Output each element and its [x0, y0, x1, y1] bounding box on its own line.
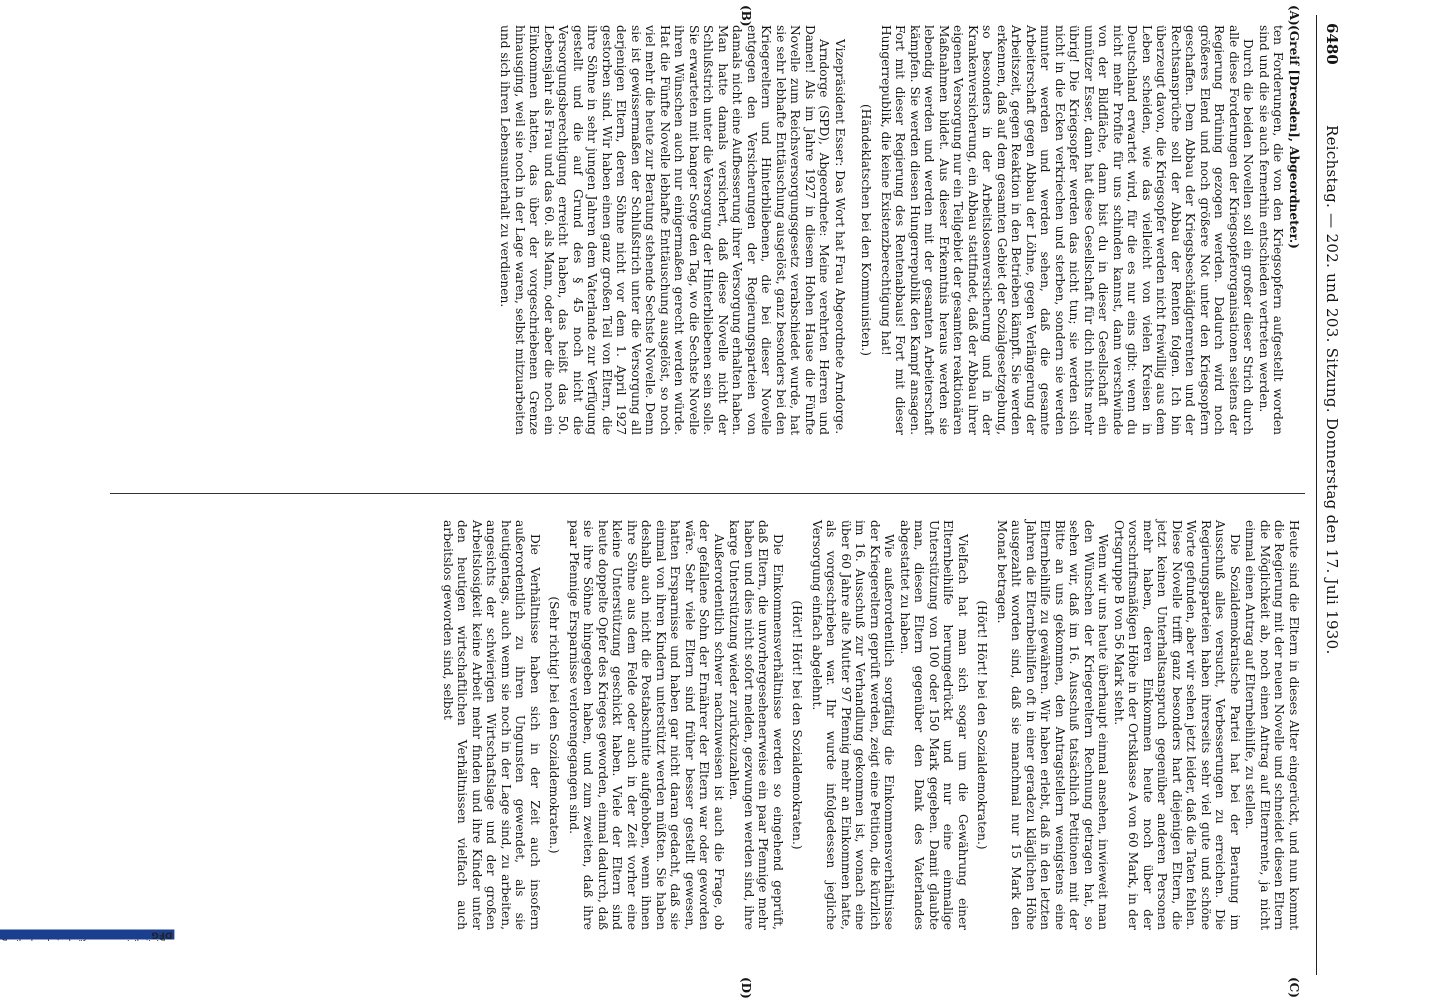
margin-mark-c: (C): [1287, 977, 1301, 998]
paragraph: Wie außerordentlich sorgfältig die Einkommensverhältnisse der Kriegereltern geprüft werden, zeigt eine Petition, die kürzlich im 16. Ausschuß zur Verhandlung gekommen ist, wonach eine über 60 Jahre alte Mutter 97 Pfennig mehr an Einkommen hatte, als vorgeschrieben war. Ihr wurde infolgedessen jegliche Versorgung einfach abgelehnt.: [810, 520, 897, 930]
interjection: (Händeklatschen bei den Kommunisten.): [859, 103, 874, 356]
paragraph: Die Einkommensverhältnisse werden so eingehend geprüft, daß Eltern, die unvorhergesehenerweise ein paar Pfennige mehr haben und dies nicht sofort melden, gezwungen werden sind, ihre karge Unterstützung wieder zurückzuzahlen.: [727, 520, 785, 930]
column-divider: [110, 493, 1305, 494]
interjection: (Sehr richtig! bei den Sozialdemokraten.): [547, 596, 562, 854]
interjection: (Hört! Hört! bei den Sozialdemokraten.): [975, 600, 990, 850]
left-column: [497, 25, 1301, 435]
paragraph: ten Forderungen, die von den Kriegsopfern aufgestellt worden sind und die sie auch fernerhin entschieden vertreten werden.: [1257, 25, 1286, 435]
paragraph: Arndorge (SPD), Abgeordnete: Meine verehrten Herren und Damen! Als im Jahre 1927 in diesem Hohen Hause die Fünfte Novelle zum Reichsversorgungsgesetz verabschiedet wurde, hat sie sehr lebhafte Enttäuschung ausgelöst, ganz besonders bei den Kriegereltern und Hinterbliebenen, die bei dieser Novelle entgegen den Versicherungen der Regierungsparteien von damals nicht eine Aufbesserung ihrer Versorgung erhalten haben. Man hatte damals versichert, daß diese Novelle nicht der Schlußstrich unter die Versorgung der Hinterbliebenen sein solle. Sie erwarteten mit banger Sorge den Tag, wo die Sechste Novelle ihren Wünschen auch nur einigermaßen gerecht werden würde. Hat die Fünfte Novelle lebhafte Enttäuschung ausgelöst, so noch viel mehr die heute zur Beratung stehende Sechste Novelle. Denn sie ist gewissermaßen der Schlußstrich unter die Versorgung all derjenigen Eltern, deren Söhne nicht vor dem 1. April 1927 gestorben sind. Wir haben einen ganz großen Teil von Eltern, die ihre Söhne in sehr jungen Jahren dem Vaterlande zur Verfügung gestellt und die auf Grund des § 45 noch nicht die Versorgungsberechtigung erreicht haben, das heißt das 50. Lebensjahr als Frau und das 60. als Mann, oder aber die noch ein Einkommen hatten, das über der vorgeschriebenen Grenze hinausging, weil sie noch in der Lage waren, selbst mitzuarbeiten und sich ihren Lebensunterhalt zu verdienen.: [498, 25, 832, 435]
document-page: [45, 5, 1345, 999]
margin-mark-a: (A): [1287, 5, 1301, 26]
digitization-stamp: [2, 880, 173, 992]
right-column: [440, 520, 1302, 930]
margin-mark-b: (B): [739, 5, 753, 27]
page-header: [1316, 15, 1345, 975]
page-title: Reichstag. — 202. und 203. Sitzung. Donnerstag den 17. Juli 1930.: [1323, 125, 1341, 655]
paragraph: Heute sind die Eltern in dieses Alter eingerückt, und nun kommt die Regierung mit der neuen Novelle und schneidet diesen Eltern die Möglichkeit ab, noch einen Antrag auf Elternrente, ja nicht einmal einen Antrag auf Elternbeihilfe, zu stellen.: [1243, 520, 1301, 930]
vice-president-line: Vizepräsident Esser: Das Wort hat Frau Abgeordnete Arndorge.: [833, 39, 847, 435]
paragraph: Wenn wir uns heute überhaupt einmal ansehen, inwieweit man den Wünschen der Kriegereltern Rechnung getragen hat, so sehen wir, daß im 16. Ausschuß tatsächlich Petitionen mit der Bitte an uns gekommen, den Antragstellern wenigstens eine Elternbeihilfe zu gewähren. Wir haben erlebt, daß in den letzten Jahren die Elternbeihilfen oft in einer geradezu kläglichen Höhe ausgezahlt worden sind, daß sie manchmal nur 15 Mark den Monat betragen.: [995, 520, 1111, 930]
paragraph: Außerordentlich schwer nachzuweisen ist auch die Frage, ob der gefallene Sohn der Ernährer der Eltern war oder geworden wäre. Sehr viele Eltern sind früher besser gestellt gewesen, hatten Ersparnisse und haben gar nicht daran gedacht, daß sie einmal von ihren Kindern unterstützt werden müßten. Sie haben deshalb auch nicht die Postabschnitte aufgehoben, wenn ihnen ihre Söhne aus dem Felde oder auch in der Zeit vorher eine kleine Unterstützung geschickt haben. Viele der Eltern sind heute doppelte Opfer des Krieges geworden, einmal dadurch, daß sie ihre Söhne hingegeben haben, und zum zweiten, daß ihre paar Pfennige Ersparnisse verlorengegangen sind.: [567, 520, 726, 930]
paragraph: Die Sozialdemokratische Partei hat bei der Beratung im Ausschuß alles versucht, Verbesserungen zu erreichen. Die Regierungsparteien haben ihrerseits sehr viel gute und schöne Worte gefunden, aber wir sehen jetzt leider, daß die Taten fehlen. Diese Novelle trifft ganz besonders hart diejenigen Eltern, die jetzt keinen Unterhaltsanspruch gegenüber anderen Personen mehr haben, deren Einkommen heute noch über der vorschriftsmäßigen Höhe in der Ortsklasse A von 60 Mark, in der Ortsgruppe B von 56 Mark steht.: [1112, 520, 1242, 930]
speaker-line: (Greif [Dresden], Abgeordneter.): [1287, 25, 1301, 249]
interjection: (Hört! Hört! bei den Sozialdemokraten.): [790, 600, 805, 850]
margin-mark-d: (D): [739, 977, 753, 999]
dfg-logo: DFG: [0, 930, 174, 940]
paragraph: Durch die beiden Novellen soll ein großer dieser Strich durch alle diese Forderungen der Kriegsopferorganisationen seitens der Regierung Brüning gezogen werden. Dadurch wird noch größeres Elend und noch größere Not unter den Kriegsopfern geschaffen. Dem Abbau der Kriegsbeschädigtenrenten und der Rechtsansprüche soll der Abbau der Renten folgen. Ich bin überzeugt davon, die Kriegsopfer werden nicht freiwillig aus dem Leben scheiden, wie das vielleicht von vielen Kreisen in Deutschland erwartet wird, für die es nur eins gibt: wenn du nicht mehr Profite für uns schinden kannst, dann verschwinde von der Bildfläche, dann bist du in dieser Gesellschaft ein unnützer Esser, dann hat diese Gesellschaft für dich nichts mehr übrig! Die Kriegsopfer werden das nicht tun; sie werden sich nicht in die Ecken verkriechen und sterben, sondern sie werden munter werden und werden sehen, daß die gesamte Arbeiterschaft gegen Abbau der Löhne, gegen Verlängerung der Arbeitszeit, gegen Reaktion in den Betrieben kämpft. Sie werden erkennen, daß auf dem gesamten Gebiet der Sozialgesetzgebung, so besonders in der Arbeitslosenversicherung und in der Krankenversicherung, ein Abbau stattfindet, daß der Abbau ihrer eigenen Versorgung nur ein Teilgebiet der gesamten reaktionären Maßnahmen bildet. Aus dieser Erkenntnis heraus werden sie lebendig werden und werden mit der gesamten Arbeiterschaft kämpfen. Sie werden diesen Hungerrepublik den Kampf ansagen. Fort mit dieser Regierung des Rentenabbaus! Fort mit dieser Hungerrepublik, die keine Existenzberechtigung hat!: [879, 25, 1256, 435]
page-number: 6480: [1323, 23, 1341, 65]
paragraph: Die Verhältnisse haben sich in der Zeit auch insofern außerordentlich zu ihren Ungunsten gewendet, als sie heutigentags, auch wenn sie noch in der Lage sind, zu arbeiten, angesichts der schwierigen Wirtschaftslage und der großen Arbeitslosigkeit keine Arbeit mehr finden und ihre Kinder unter den heutigen wirtschaftlichen Verhältnissen vielfach auch arbeitslos geworden sind, selbst: [441, 520, 542, 930]
paragraph: Vielfach hat man sich sogar um die Gewährung einer Elternbeihilfe herumgedrückt und nur eine einmalige Unterstützung von 100 oder 150 Mark gegeben. Damit glaubte man, diesen Eltern gegenüber den Dank des Vaterlandes abgestattet zu haben.: [898, 520, 970, 930]
